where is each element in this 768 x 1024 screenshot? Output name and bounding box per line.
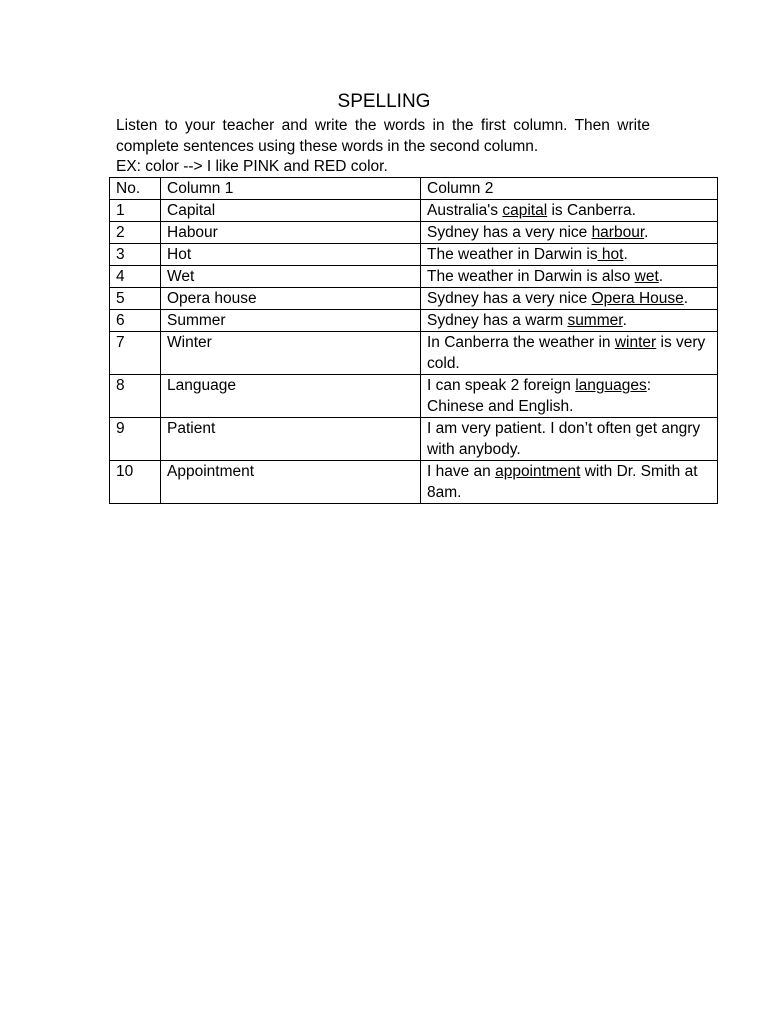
- header-column-2: Column 2: [421, 178, 718, 200]
- row-word: Language: [161, 375, 421, 418]
- row-sentence: [421, 375, 718, 418]
- row-word: Habour: [161, 222, 421, 244]
- underlined-word: hot: [597, 246, 624, 263]
- sentence-text: Australia's: [427, 202, 503, 219]
- row-word: Summer: [161, 310, 421, 332]
- row-number: 1: [110, 200, 161, 222]
- sentence-text: The weather in Darwin is: [427, 246, 598, 263]
- table-row: [110, 332, 718, 375]
- row-number: 3: [110, 244, 161, 266]
- instructions-text: Listen to your teacher and write the words in the first column. Then write complete sentences using these words in the second column.: [116, 117, 650, 155]
- underlined-word: appointment: [495, 463, 581, 480]
- row-number: 9: [110, 418, 161, 461]
- row-sentence: [421, 461, 718, 504]
- page-title: SPELLING: [337, 91, 431, 112]
- spelling-table: [109, 177, 718, 504]
- sentence-text: The weather in Darwin is also: [427, 268, 635, 285]
- sentence-text: Sydney has a very nice: [427, 290, 592, 307]
- row-number: 4: [110, 266, 161, 288]
- row-sentence: [421, 310, 718, 332]
- underlined-word: summer: [567, 312, 623, 329]
- sentence-text: with Dr. Smith at 8am.: [427, 463, 698, 501]
- row-sentence: [421, 200, 718, 222]
- table-row: [110, 222, 718, 244]
- sentence-text: Sydney has a very nice: [427, 224, 592, 241]
- underlined-word: Opera House: [591, 290, 684, 307]
- underlined-word: harbour: [591, 224, 645, 241]
- row-sentence: [421, 222, 718, 244]
- row-word: Hot: [161, 244, 421, 266]
- row-number: 2: [110, 222, 161, 244]
- sentence-text: I have an: [427, 463, 496, 480]
- row-number: 7: [110, 332, 161, 375]
- row-sentence: [421, 266, 718, 288]
- underlined-word: wet: [634, 268, 659, 285]
- table-header-row: [110, 178, 718, 200]
- sentence-text: .: [644, 224, 649, 241]
- sentence-text: I am very patient. I don’t often get angry with anybody.: [427, 420, 701, 458]
- header-column-1: Column 1: [161, 178, 421, 200]
- sentence-text: .: [622, 312, 627, 329]
- underlined-word: capital: [502, 202, 548, 219]
- table-row: [110, 200, 718, 222]
- sentence-text: .: [683, 290, 689, 307]
- sentence-text: .: [658, 268, 664, 285]
- table-row: [110, 375, 718, 418]
- sentence-text: Sydney has a warm: [427, 312, 568, 329]
- table-row: [110, 461, 718, 504]
- row-number: 5: [110, 288, 161, 310]
- table-row: [110, 266, 718, 288]
- row-word: Patient: [161, 418, 421, 461]
- underlined-word: languages: [575, 377, 647, 394]
- table-row: [110, 288, 718, 310]
- row-sentence: [421, 288, 718, 310]
- row-word: Capital: [161, 200, 421, 222]
- row-word: Wet: [161, 266, 421, 288]
- row-sentence: [421, 244, 718, 266]
- sentence-text: I can speak 2 foreign: [427, 377, 576, 394]
- row-number: 10: [110, 461, 161, 504]
- example-line: EX: color --> I like PINK and RED color.: [116, 158, 388, 175]
- sentence-text: : Chinese and English.: [427, 377, 652, 415]
- sentence-text: is Canberra.: [547, 202, 636, 219]
- row-number: 8: [110, 375, 161, 418]
- sentence-text: is very cold.: [427, 334, 706, 372]
- row-number: 6: [110, 310, 161, 332]
- table-row: [110, 310, 718, 332]
- table-row: [110, 418, 718, 461]
- underlined-word: winter: [614, 334, 657, 351]
- sentence-text: In Canberra the weather in: [427, 334, 615, 351]
- header-no: No.: [110, 178, 161, 200]
- row-sentence: [421, 332, 718, 375]
- sentence-text: .: [623, 246, 628, 263]
- row-sentence: [421, 418, 718, 461]
- row-word: Winter: [161, 332, 421, 375]
- table-row: [110, 244, 718, 266]
- row-word: Appointment: [161, 461, 421, 504]
- row-word: Opera house: [161, 288, 421, 310]
- instructions-paragraph: [116, 115, 650, 157]
